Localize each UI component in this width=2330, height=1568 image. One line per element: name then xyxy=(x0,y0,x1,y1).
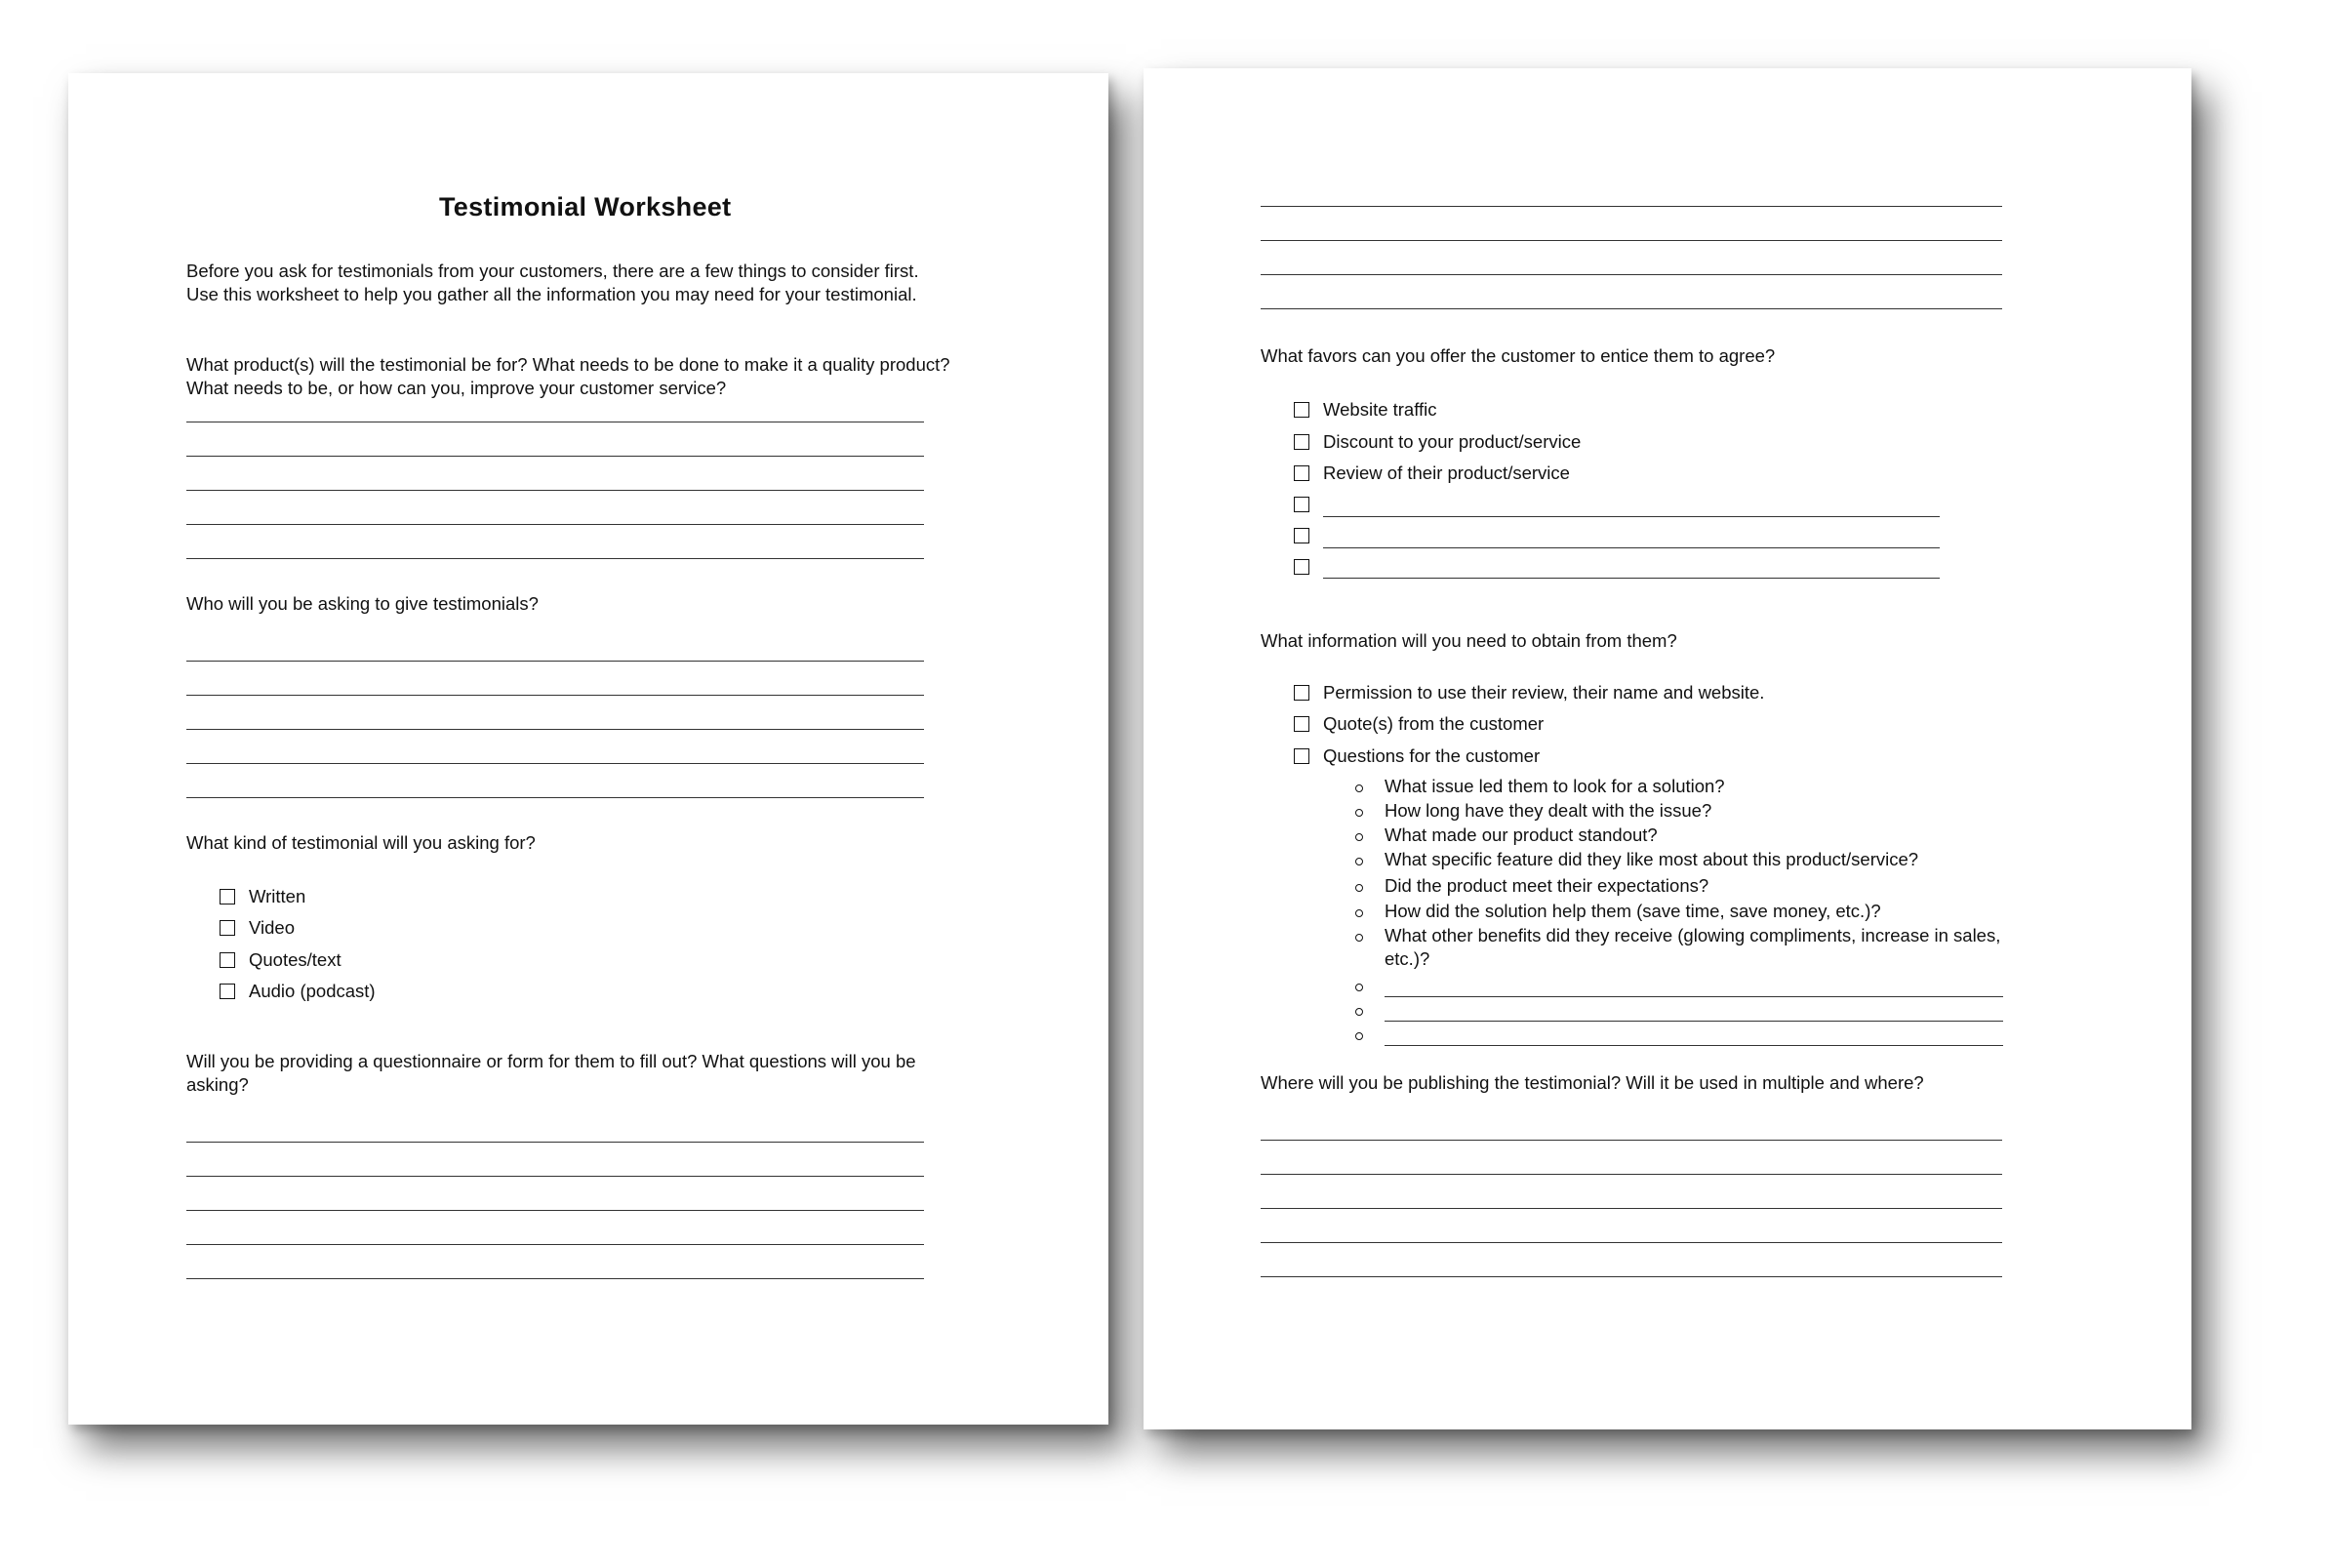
answer-line[interactable] xyxy=(186,1142,924,1143)
subquestion-item: What issue led them to look for a solution? xyxy=(1385,776,1725,796)
answer-line[interactable] xyxy=(186,490,924,491)
checkbox-other-favor[interactable] xyxy=(1294,559,1309,575)
answer-line[interactable] xyxy=(186,661,924,662)
bullet-circle xyxy=(1355,884,1363,892)
checkbox-quotes-text[interactable] xyxy=(220,952,235,968)
page-title: Testimonial Worksheet xyxy=(439,192,732,221)
option-written: Written xyxy=(249,886,306,906)
answer-line[interactable] xyxy=(1261,274,2002,275)
fill-in-line[interactable] xyxy=(1323,516,1940,517)
checkbox-quotes[interactable] xyxy=(1294,716,1309,732)
bullet-circle xyxy=(1355,809,1363,817)
question-questionnaire-line-2: asking? xyxy=(186,1074,249,1095)
subquestion-item: Did the product meet their expectations? xyxy=(1385,875,1709,896)
answer-line[interactable] xyxy=(186,1176,924,1177)
subquestion-item: How did the solution help them (save time, save money, etc.)? xyxy=(1385,901,1881,921)
subquestion-item: How long have they dealt with the issue? xyxy=(1385,800,1712,821)
answer-line[interactable] xyxy=(186,763,924,764)
answer-line[interactable] xyxy=(1261,308,2002,309)
fill-in-line[interactable] xyxy=(1385,1021,2003,1022)
answer-line[interactable] xyxy=(186,558,924,559)
option-quotes: Quote(s) from the customer xyxy=(1323,713,1545,734)
option-discount: Discount to your product/service xyxy=(1323,431,1582,452)
option-quotes-text: Quotes/text xyxy=(249,949,341,970)
intro-line-2: Use this worksheet to help you gather all the information you may need for your testimonial. xyxy=(186,284,917,304)
bullet-circle xyxy=(1355,909,1363,917)
question-products-line-1: What product(s) will the testimonial be for? What needs to be done to make it a quality product? xyxy=(186,354,950,375)
answer-line[interactable] xyxy=(186,729,924,730)
subquestion-item: What specific feature did they like most about this product/service? xyxy=(1385,849,1919,869)
bullet-circle xyxy=(1355,833,1363,841)
bullet-circle xyxy=(1355,1032,1363,1040)
answer-line[interactable] xyxy=(186,1278,924,1279)
answer-line[interactable] xyxy=(1261,206,2002,207)
subquestion-item: What other benefits did they receive (glowing compliments, increase in sales, xyxy=(1385,925,2001,945)
fill-in-line[interactable] xyxy=(1323,578,1940,579)
question-products-line-2: What needs to be, or how can you, improve your customer service? xyxy=(186,378,727,398)
question-favors: What favors can you offer the customer to entice them to agree? xyxy=(1261,345,1776,366)
checkbox-audio-podcast[interactable] xyxy=(220,984,235,999)
bullet-circle xyxy=(1355,858,1363,865)
option-permission: Permission to use their review, their name and website. xyxy=(1323,682,1765,703)
option-video: Video xyxy=(249,917,295,938)
answer-line[interactable] xyxy=(1261,1174,2002,1175)
option-audio-podcast: Audio (podcast) xyxy=(249,981,376,1001)
answer-line[interactable] xyxy=(186,797,924,798)
subquestion-item-continued: etc.)? xyxy=(1385,948,1430,969)
checkbox-questions[interactable] xyxy=(1294,748,1309,764)
bullet-circle xyxy=(1355,934,1363,942)
bullet-circle xyxy=(1355,1008,1363,1016)
option-website-traffic: Website traffic xyxy=(1323,399,1437,420)
answer-line[interactable] xyxy=(186,524,924,525)
fill-in-line[interactable] xyxy=(1323,547,1940,548)
checkbox-website-traffic[interactable] xyxy=(1294,402,1309,418)
option-questions: Questions for the customer xyxy=(1323,745,1541,766)
fill-in-line[interactable] xyxy=(1385,1045,2003,1046)
checkbox-video[interactable] xyxy=(220,920,235,936)
answer-line[interactable] xyxy=(186,695,924,696)
question-kind: What kind of testimonial will you asking for? xyxy=(186,832,536,853)
checkbox-other-favor[interactable] xyxy=(1294,497,1309,512)
answer-line[interactable] xyxy=(1261,1276,2002,1277)
intro-line-1: Before you ask for testimonials from your customers, there are a few things to consider first. xyxy=(186,261,919,281)
answer-line[interactable] xyxy=(186,456,924,457)
bullet-circle xyxy=(1355,784,1363,792)
checkbox-discount[interactable] xyxy=(1294,434,1309,450)
answer-line[interactable] xyxy=(1261,1208,2002,1209)
answer-line[interactable] xyxy=(186,1210,924,1211)
subquestion-item: What made our product standout? xyxy=(1385,824,1658,845)
option-review: Review of their product/service xyxy=(1323,462,1570,483)
worksheet-page-2 xyxy=(1144,68,2191,1429)
answer-line[interactable] xyxy=(1261,240,2002,241)
question-who: Who will you be asking to give testimonials? xyxy=(186,593,539,614)
fill-in-line[interactable] xyxy=(1385,996,2003,997)
question-questionnaire-line-1: Will you be providing a questionnaire or form for them to fill out? What questions will you be xyxy=(186,1051,916,1071)
checkbox-written[interactable] xyxy=(220,889,235,905)
bullet-circle xyxy=(1355,984,1363,991)
checkbox-other-favor[interactable] xyxy=(1294,528,1309,543)
checkbox-permission[interactable] xyxy=(1294,685,1309,701)
question-publishing: Where will you be publishing the testimonial? Will it be used in multiple and where? xyxy=(1261,1072,1924,1093)
checkbox-review[interactable] xyxy=(1294,465,1309,481)
answer-line[interactable] xyxy=(1261,1242,2002,1243)
answer-line[interactable] xyxy=(1261,1140,2002,1141)
question-information: What information will you need to obtain from them? xyxy=(1261,630,1677,651)
worksheet-page-1 xyxy=(68,73,1108,1425)
answer-line[interactable] xyxy=(186,1244,924,1245)
